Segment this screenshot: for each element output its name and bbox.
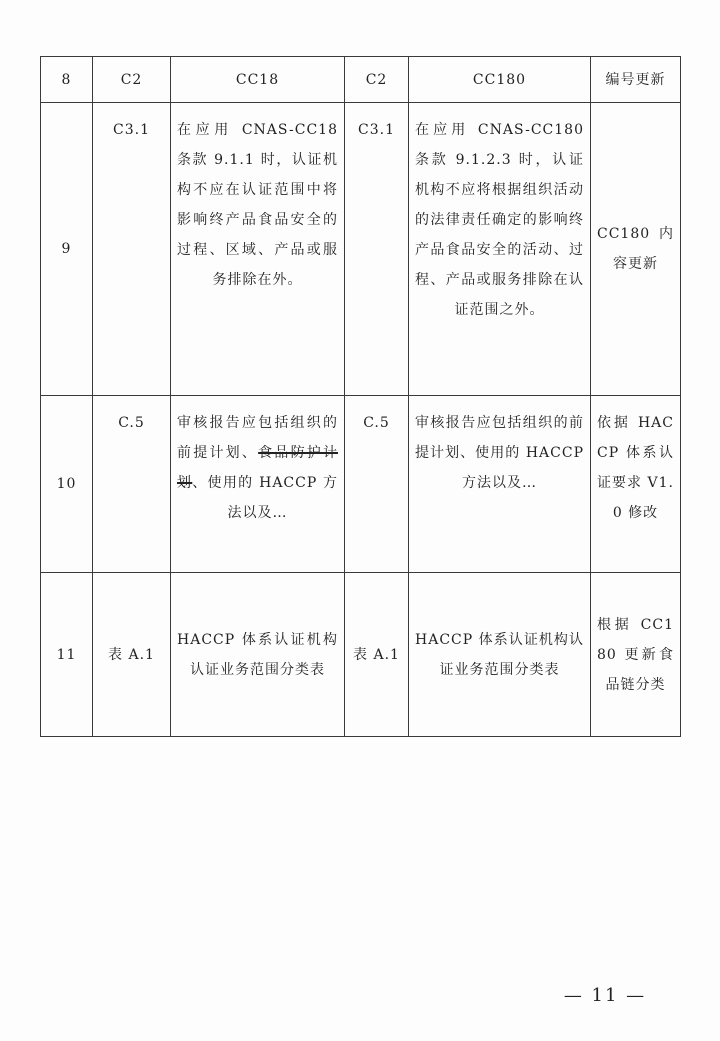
new-clause: C.5: [345, 396, 409, 573]
row-number: 8: [41, 57, 93, 103]
change-reason-cell: [591, 103, 681, 396]
page-number: — 11 —: [563, 985, 647, 1006]
old-text-cell: [171, 396, 345, 573]
old-text: HACCP 体系认证机构认证业务范围分类表: [177, 631, 338, 678]
old-text-cell: [171, 573, 345, 737]
new-text-cell: [409, 103, 591, 396]
change-reason: 编号更新: [591, 57, 681, 103]
table-row: [41, 396, 681, 573]
old-clause: C.5: [93, 396, 171, 573]
old-text-part: 、使用的 HACCP 方法以及…: [192, 475, 338, 521]
new-clause: C2: [345, 57, 409, 103]
change-reason: 依据 HACCP 体系认证要求 V1.0 修改: [597, 415, 674, 521]
change-reason: CC180 内容更新: [597, 226, 674, 272]
table-row: [41, 573, 681, 737]
old-text: [177, 408, 338, 528]
row-number: 10: [41, 396, 93, 573]
new-text: CC180: [409, 57, 591, 103]
row-number: 11: [41, 573, 93, 737]
change-reason-cell: [591, 573, 681, 737]
table-row: [41, 103, 681, 396]
change-comparison-table: [40, 56, 681, 737]
old-text-cell: [171, 103, 345, 396]
new-text: 审核报告应包括组织的前提计划、使用的 HACCP 方法以及…: [415, 415, 584, 491]
table-row: [41, 57, 681, 103]
new-text-cell: [409, 573, 591, 737]
change-reason: 根据 CC180 更新食品链分类: [597, 616, 674, 693]
old-clause: C2: [93, 57, 171, 103]
old-text-part: 审核报告应包括组织的前提计划、: [177, 415, 338, 461]
new-clause: C3.1: [345, 103, 409, 396]
new-clause: 表 A.1: [345, 573, 409, 737]
new-text: 在应用 CNAS-CC180 条款 9.1.2.3 时，认证机构不应将根据组织活动的法律责任确定的影响终产品食品安全的活动、过程、产品或服务排除在认证范围之外。: [415, 122, 584, 318]
new-text: HACCP 体系认证机构认证业务范围分类表: [415, 631, 584, 678]
old-clause: C3.1: [93, 103, 171, 396]
old-text: 在应用 CNAS-CC18 条款 9.1.1 时，认证机构不应在认证范围中将影响终产品食品安全的过程、区域、产品或服务排除在外。: [177, 122, 338, 288]
change-reason-cell: [591, 396, 681, 573]
row-number: 9: [41, 103, 93, 396]
deleted-text: 食品防护计划: [177, 445, 339, 491]
old-clause: 表 A.1: [93, 573, 171, 737]
old-text: CC18: [171, 57, 345, 103]
new-text-cell: [409, 396, 591, 573]
